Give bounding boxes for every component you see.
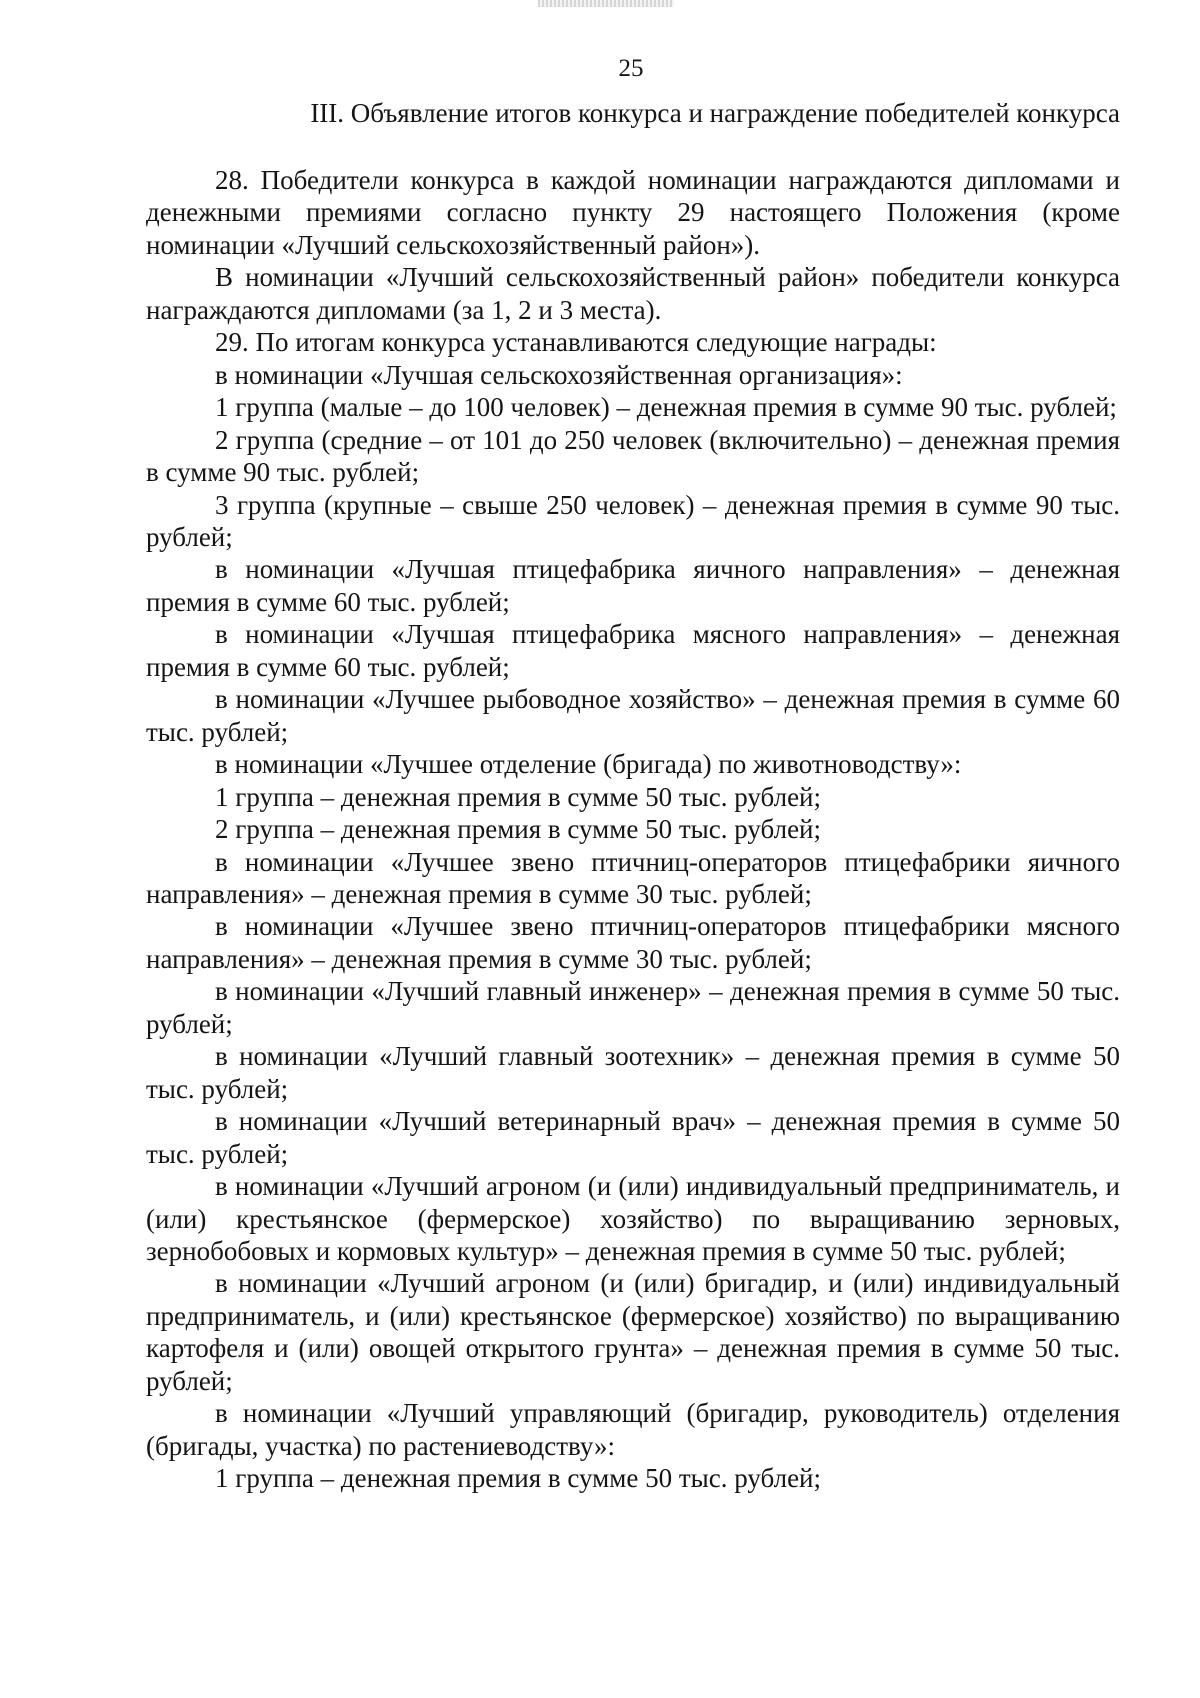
paragraph: в номинации «Лучшая сельскохозяйственная организация»:: [215, 359, 903, 390]
paragraph: 28. Победители конкурса в каждой номинации награждаются дипломами и денежными премиями согласно пункту 29 настоящего Положения (кроме номинации «Лучший сельскохозяйственный район»).: [146, 165, 1120, 260]
paragraph: в номинации «Лучший ветеринарный врач» – денежная премия в сумме 50 тыс. рублей;: [146, 1106, 1120, 1169]
paragraph: 2 группа – денежная премия в сумме 50 тыс. рублей;: [215, 814, 822, 845]
scan-artifact: [538, 0, 674, 7]
paragraph: 2 группа (средние – от 101 до 250 человек (включительно) – денежная премия в сумме 90 тыс. рублей;: [146, 424, 1120, 488]
paragraph: в номинации «Лучшая птицефабрика мясного направления» – денежная премия в сумме 60 тыс. рублей;: [146, 619, 1120, 682]
paragraph: 1 группа (малые – до 100 человек) – денежная премия в сумме 90 тыс. рублей;: [215, 392, 1117, 423]
paragraph: в номинации «Лучший главный инженер» – денежная премия в сумме 50 тыс. рублей;: [146, 976, 1120, 1039]
paragraph: в номинации «Лучший агроном (и (или) бригадир, и (или) индивидуальный предприниматель, и (или) крестьянское (фермерское) хозяйство) по выращиванию картофеля и (или) овощей открытого грунта» – денежная премия в сумме 50 тыс. рублей;: [146, 1268, 1120, 1396]
paragraph: в номинации «Лучшее отделение (бригада) по животноводству»:: [215, 749, 962, 780]
paragraph: в номинации «Лучший агроном (и (или) индивидуальный предприниматель, и (или) крестьянское (фермерское) хозяйство) по выращиванию зерновых, зернобобовых и кормовых культур» – денежная премия в сумме 50 тыс. рублей;: [146, 1171, 1120, 1266]
paragraph: в номинации «Лучшая птицефабрика яичного направления» – денежная премия в сумме 60 тыс. рублей;: [146, 554, 1120, 617]
page-number: 25: [618, 55, 644, 82]
paragraph: 1 группа – денежная премия в сумме 50 тыс. рублей;: [215, 1463, 822, 1494]
document-body: [146, 164, 1120, 1495]
paragraph: 29. По итогам конкурса устанавливаются следующие награды:: [215, 327, 937, 358]
paragraph: В номинации «Лучший сельскохозяйственный район» победители конкурса награждаются дипломами (за 1, 2 и 3 места).: [146, 262, 1120, 325]
paragraph: в номинации «Лучшее звено птичниц-операторов птицефабрики яичного направления» – денежная премия в сумме 30 тыс. рублей;: [146, 846, 1120, 909]
paragraph: 1 группа – денежная премия в сумме 50 тыс. рублей;: [215, 781, 822, 812]
section-heading: III. Объявление итогов конкурса и награждение победителей конкурса: [310, 98, 1120, 128]
paragraph: в номинации «Лучшее рыбоводное хозяйство» – денежная премия в сумме 60 тыс. рублей;: [146, 684, 1120, 747]
paragraph: 3 группа (крупные – свыше 250 человек) – денежная премия в сумме 90 тыс. рублей;: [146, 489, 1120, 552]
paragraph: в номинации «Лучший главный зоотехник» – денежная премия в сумме 50 тыс. рублей;: [146, 1041, 1120, 1104]
paragraph: в номинации «Лучшее звено птичниц-операторов птицефабрики мясного направления» – денежная премия в сумме 30 тыс. рублей;: [146, 911, 1120, 974]
paragraph: в номинации «Лучший управляющий (бригадир, руководитель) отделения (бригады, участка) по растениеводству»:: [146, 1398, 1120, 1461]
